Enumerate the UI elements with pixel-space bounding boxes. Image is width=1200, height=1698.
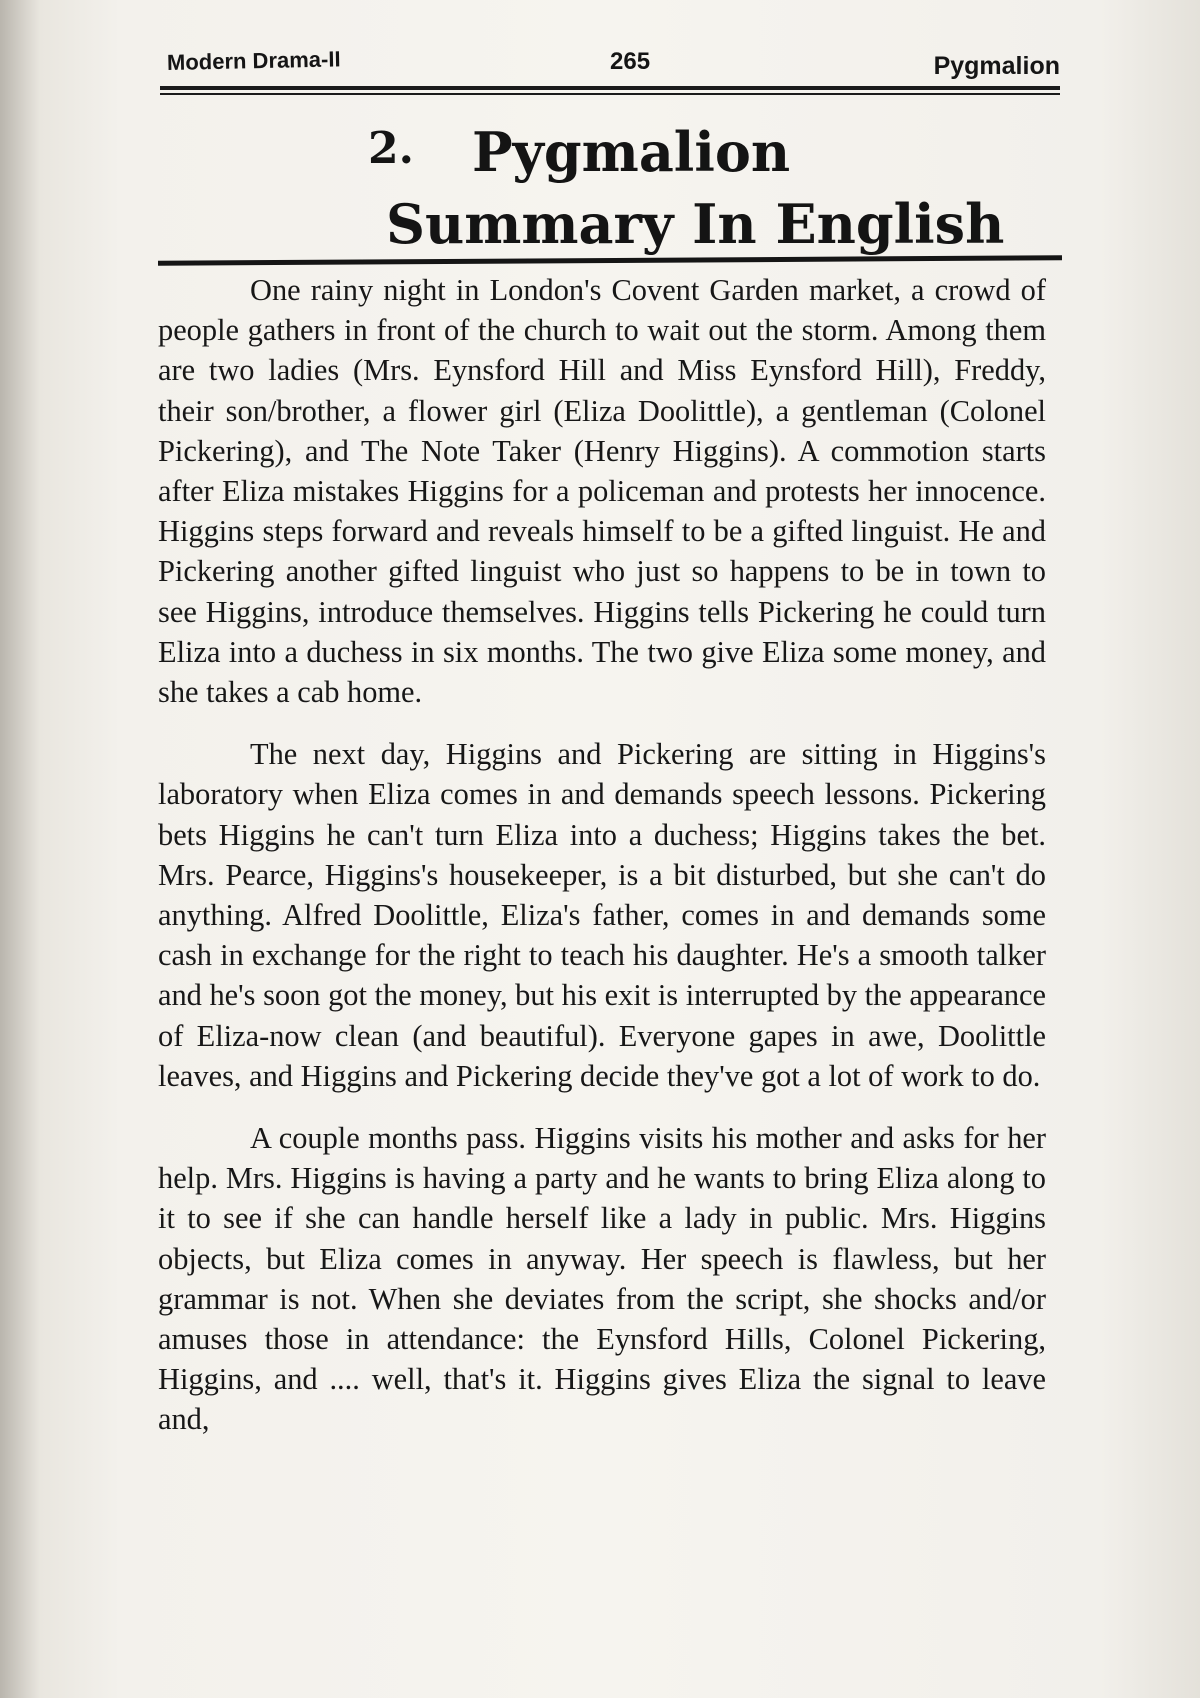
- header-rule-thin: [160, 93, 1060, 95]
- header-rule-thick: [160, 86, 1060, 90]
- paragraph-2: The next day, Higgins and Pickering are sitting in Higgins's laboratory when Eliza comes in and demands speech lessons. Pickering bets Higgins he can't turn Eliza into a duchess; Higgins takes the bet. Mrs. Pearce, Higgins's housekeeper, is a bit disturbed, but she can't do anything. Alfred Doolittle, Eliza's father, comes in and demands some cash in exchange for the right to teach his daughter. He's a smooth talker and he's soon got the money, but his exit is interrupted by the appearance of Eliza-now clean (and beautiful). Everyone gapes in awe, Doolittle leaves, and Higgins and Pickering decide they've got a lot of work to do.: [158, 737, 1046, 1093]
- chapter-subtitle: Summary In English: [386, 192, 1005, 256]
- chapter-title-line1: [368, 120, 790, 184]
- paragraph-3: A couple months pass. Higgins visits his mother and asks for her help. Mrs. Higgins is having a party and he wants to bring Eliza along to it to see if she can handle herself like a lady in public. Mrs. Higgins objects, but Eliza comes in anyway. Her speech is flawless, but her grammar is not. When she deviates from the script, she shocks and/or amuses those in attendance: the Eynsford Hills, Colonel Pickering, Higgins, and .... well, that's it. Higgins gives Eliza the signal to leave and,: [158, 1121, 1046, 1437]
- running-header: [165, 44, 1060, 84]
- title-underline-rule: [158, 255, 1062, 266]
- page-number: 265: [610, 48, 651, 75]
- header-chapter-title: Pygmalion: [933, 52, 1060, 80]
- chapter-title-text: Pygmalion: [471, 120, 791, 184]
- header-double-rule: [160, 86, 1060, 98]
- header-book-title: Modern Drama-II: [166, 46, 341, 75]
- chapter-number: 2.: [368, 123, 414, 174]
- paragraph-1: One rainy night in London's Covent Garden market, a crowd of people gathers in front of the church to wait out the storm. Among them are two ladies (Mrs. Eynsford Hill and Miss Eynsford Hill), Freddy, their son/brother, a flower girl (Eliza Doolittle), a gentleman (Colonel Pickering), and The Note Taker (Henry Higgins). A commotion starts after Eliza mistakes Higgins for a policeman and protests her innocence. Higgins steps forward and reveals himself to be a gifted linguist. He and Pickering another gifted linguist who just so happens to be in town to see Higgins, introduce themselves. Higgins tells Pickering he could turn Eliza into a duchess in six months. The two give Eliza some money, and she takes a cab home.: [158, 273, 1046, 710]
- summary-body: [158, 270, 1046, 1440]
